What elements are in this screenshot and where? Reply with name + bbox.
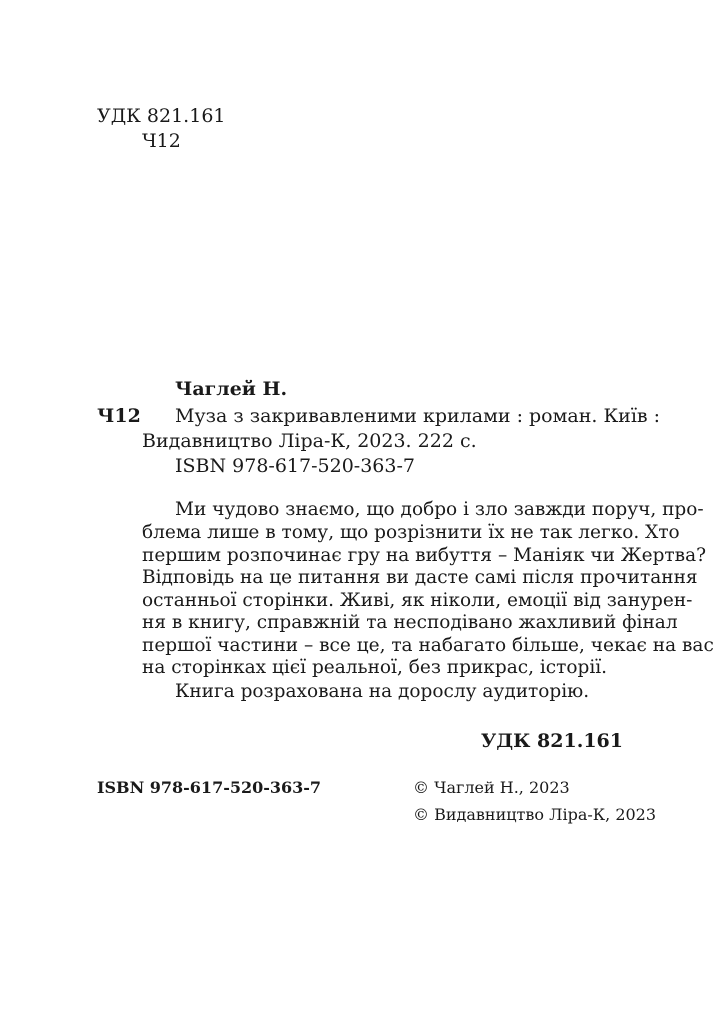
biblio-code: Ч12 [97,405,141,427]
header-udk: УДК 821.161 [97,105,226,127]
author-name: Чаглей Н. [175,378,288,400]
footer-udk: УДК 821.161 [480,730,623,752]
copyright-publisher: © Видавництво Ліра-К, 2023 [413,805,657,824]
annotation-line: першої частини – все це, та набагато більше, чекає на вас [142,635,714,656]
annotation-line: останньої сторінки. Живі, як ніколи, емоції від занурен- [142,590,693,611]
biblio-isbn: ISBN 978-617-520-363-7 [175,455,415,477]
footer-isbn: ISBN 978-617-520-363-7 [97,778,322,797]
audience-note: Книга розрахована на дорослу аудиторію. [175,681,590,702]
biblio-title-line: Муза з закривавленими крилами : роман. Київ : [175,405,661,427]
annotation-line: Відповідь на це питання ви дасте самі після прочитання [142,567,698,588]
biblio-publisher-line: Видавництво Ліра-К, 2023. 222 с. [142,430,477,452]
annotation-line: ня в книгу, справжній та несподівано жахливий фінал [142,612,678,633]
annotation-line: Ми чудово знаємо, що добро і зло завжди поруч, про- [175,499,704,520]
copyright-author: © Чаглей Н., 2023 [413,778,570,797]
annotation-line: на сторінках цієї реальної, без прикрас, історії. [142,657,608,678]
annotation-line: першим розпочинає гру на вибуття – Маніяк чи Жертва? [142,545,707,566]
header-code: Ч12 [142,130,181,152]
annotation-line: блема лише в тому, що розрізнити їх не так легко. Хто [142,522,680,543]
